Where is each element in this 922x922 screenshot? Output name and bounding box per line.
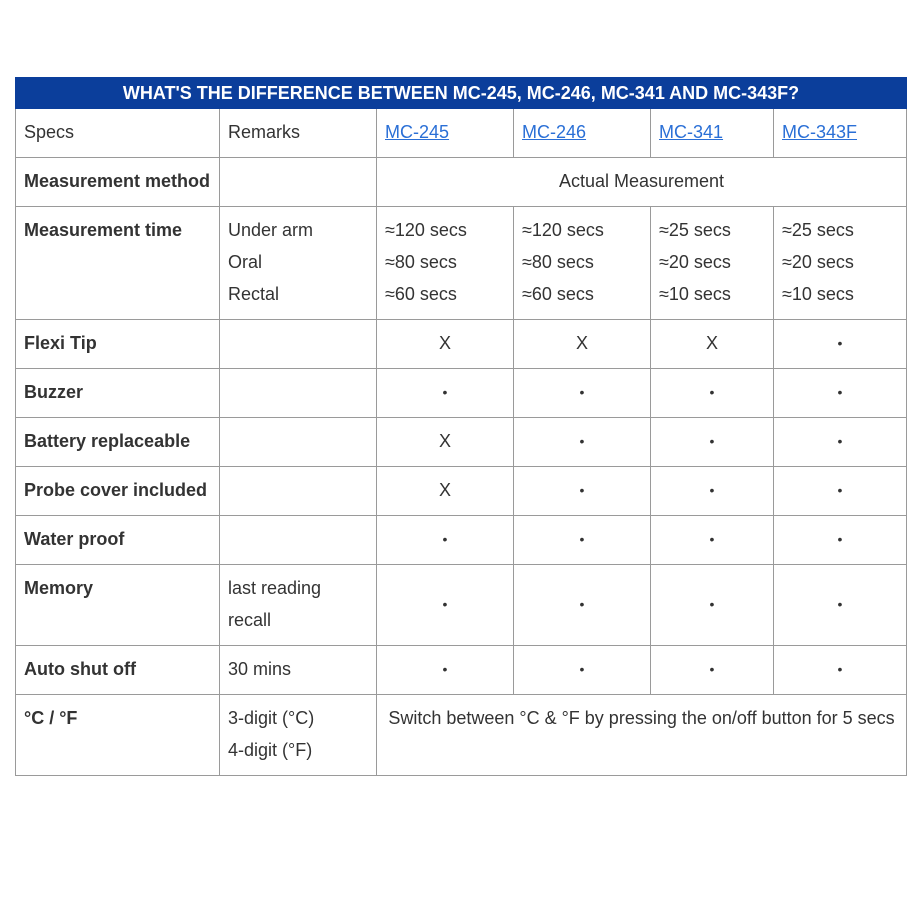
mc-343f-time-cell [774,207,907,320]
header-mc-246-cell [514,109,651,158]
mc-343f-value: • [774,320,907,369]
row-water-proof [16,516,907,565]
remarks-cell: 30 mins [220,646,377,695]
row-probe-cover [16,467,907,516]
mc-341-value: • [651,565,774,646]
time-value: ≈60 secs [522,284,594,304]
time-value: ≈10 secs [659,284,731,304]
remarks-cell: last reading recall [220,565,377,646]
mc-343f-value: • [774,418,907,467]
mc-245-value: • [377,565,514,646]
time-value: ≈25 secs [782,220,854,240]
mc-245-link[interactable]: MC-245 [385,122,450,142]
time-value: ≈20 secs [782,252,854,272]
mc-246-value: • [514,418,651,467]
row-measurement-time [16,207,907,320]
spec-label: Flexi Tip [16,320,220,369]
unit-value: Switch between °C & °F by pressing the on/off button for 5 secs [377,695,907,776]
header-row [16,109,907,158]
remarks-cell [220,695,377,776]
header-remarks: Remarks [220,109,377,158]
remarks-cell [220,158,377,207]
mc-341-value: • [651,467,774,516]
method-value: Actual Measurement [377,158,907,207]
remarks-cell [220,516,377,565]
mc-245-value: • [377,516,514,565]
time-value: ≈120 secs [385,220,467,240]
remark-line: 3-digit (°C) [228,708,315,728]
spec-label: Probe cover included [16,467,220,516]
time-value: ≈60 secs [385,284,457,304]
row-buzzer [16,369,907,418]
spec-label: Auto shut off [16,646,220,695]
spec-label: Measurement method [16,158,220,207]
mc-246-value: • [514,369,651,418]
mc-341-value: • [651,516,774,565]
time-value: ≈80 secs [385,252,457,272]
remarks-cell [220,207,377,320]
row-battery-replaceable [16,418,907,467]
mc-343f-value: • [774,369,907,418]
spec-label: °C / °F [16,695,220,776]
header-specs: Specs [16,109,220,158]
header-mc-245-cell [377,109,514,158]
remarks-cell [220,418,377,467]
mc-341-value: • [651,418,774,467]
remarks-cell [220,320,377,369]
mc-343f-value: • [774,467,907,516]
remark-line: Oral [228,252,263,272]
mc-246-value: • [514,516,651,565]
mc-343f-value: • [774,646,907,695]
mc-246-value: • [514,646,651,695]
spec-label: Measurement time [16,207,220,320]
spec-label: Water proof [16,516,220,565]
mc-343f-link[interactable]: MC-343F [782,122,858,142]
header-mc-343f-cell [774,109,907,158]
table-title: WHAT'S THE DIFFERENCE BETWEEN MC-245, MC-246, MC-341 AND MC-343F? [16,78,907,109]
comparison-table-wrapper [15,77,906,776]
mc-246-value: X [514,320,651,369]
mc-246-value: • [514,565,651,646]
comparison-table [15,77,907,776]
spec-label: Buzzer [16,369,220,418]
mc-341-time-cell [651,207,774,320]
header-mc-341-cell [651,109,774,158]
row-flexi-tip [16,320,907,369]
time-value: ≈25 secs [659,220,731,240]
title-row [16,78,907,109]
remarks-cell [220,467,377,516]
mc-245-time-cell [377,207,514,320]
mc-341-value: • [651,646,774,695]
row-memory [16,565,907,646]
mc-246-link[interactable]: MC-246 [522,122,587,142]
time-value: ≈80 secs [522,252,594,272]
time-value: ≈120 secs [522,220,604,240]
mc-245-value: • [377,369,514,418]
remarks-cell [220,369,377,418]
row-measurement-method [16,158,907,207]
mc-246-value: • [514,467,651,516]
time-value: ≈20 secs [659,252,731,272]
remark-line: 4-digit (°F) [228,740,313,760]
mc-341-value: • [651,369,774,418]
mc-341-link[interactable]: MC-341 [659,122,724,142]
time-value: ≈10 secs [782,284,854,304]
spec-label: Battery replaceable [16,418,220,467]
mc-245-value: X [377,320,514,369]
remark-line: Under arm [228,220,314,240]
mc-343f-value: • [774,516,907,565]
mc-245-value: X [377,418,514,467]
mc-246-time-cell [514,207,651,320]
mc-245-value: X [377,467,514,516]
spec-label: Memory [16,565,220,646]
row-unit [16,695,907,776]
mc-341-value: X [651,320,774,369]
mc-343f-value: • [774,565,907,646]
remark-line: Rectal [228,284,280,304]
row-auto-shut-off [16,646,907,695]
mc-245-value: • [377,646,514,695]
